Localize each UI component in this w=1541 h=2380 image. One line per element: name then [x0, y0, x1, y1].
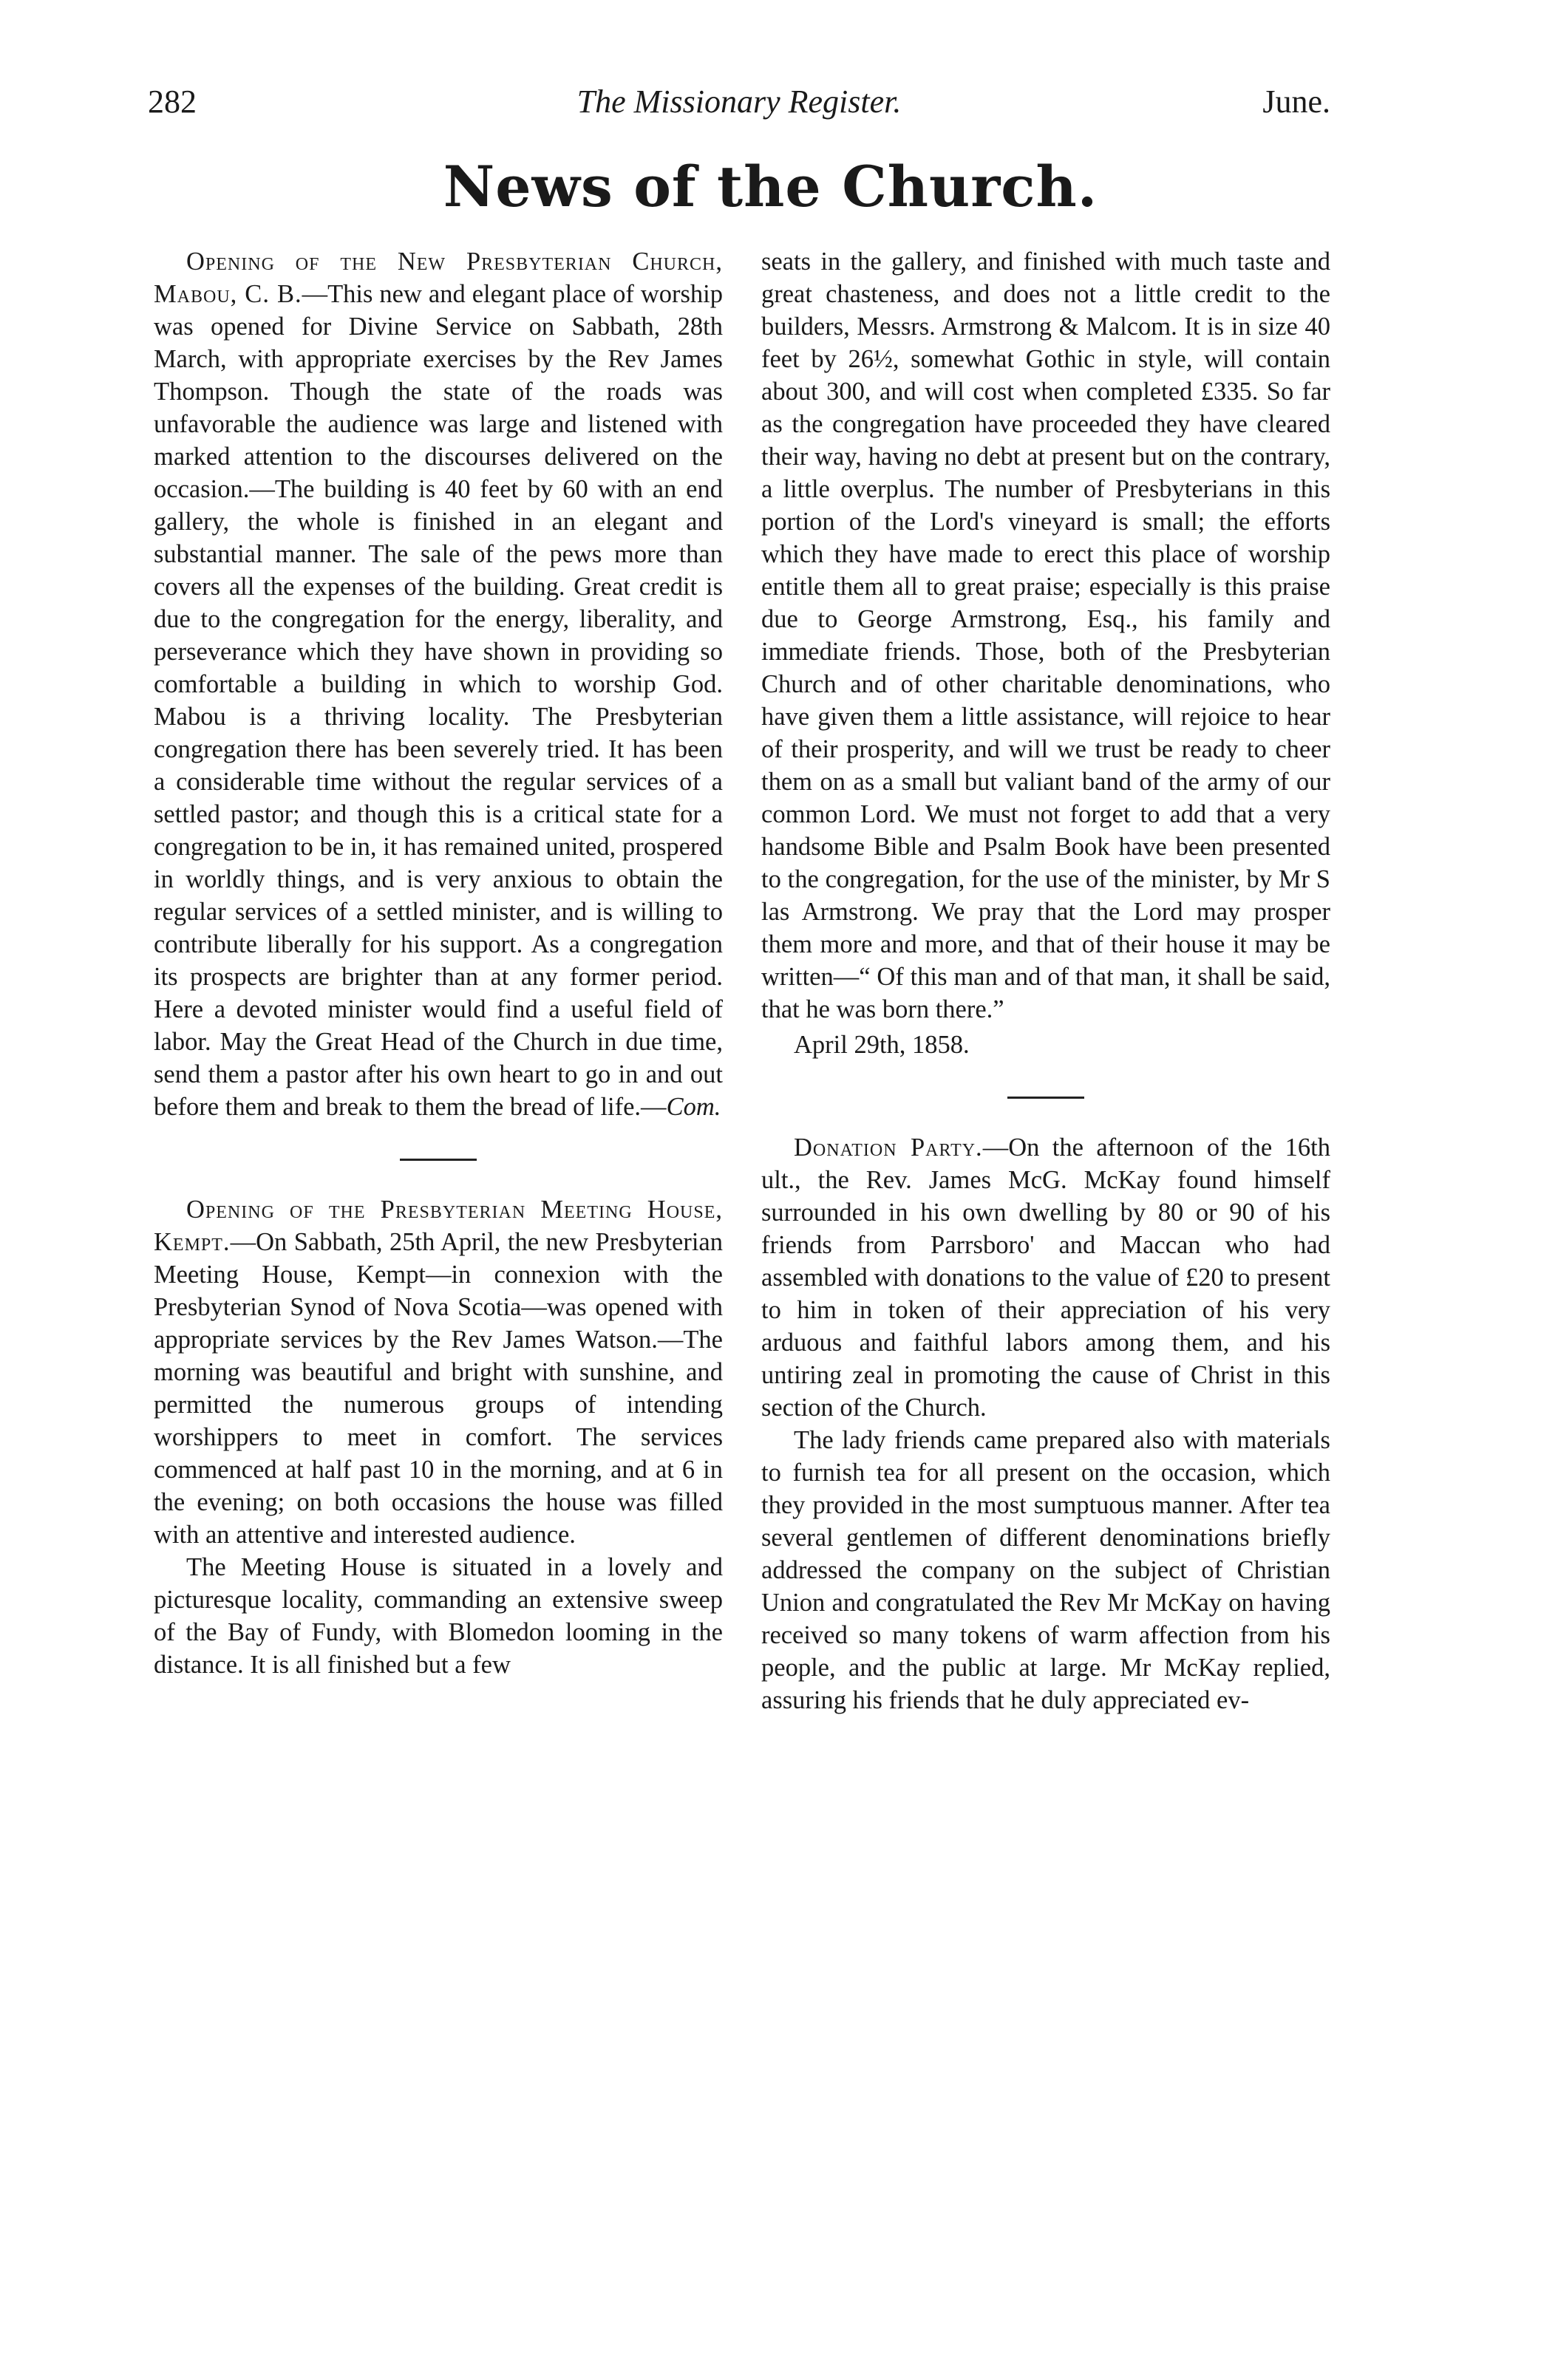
page-number: 282	[148, 83, 197, 120]
article-mabou	[154, 245, 723, 1123]
right-column	[761, 245, 1330, 1716]
article-kempt-paragraph: The Meeting House is situated in a lovely and picturesque locality, commanding an extensive sweep of the Bay of Fundy, with Blomedon looming in the distance. It is all finished but a few	[154, 1553, 723, 1679]
journal-title: The Missionary Register.	[576, 83, 902, 120]
article-heading: Donation Party.	[794, 1133, 983, 1162]
article-divider	[1007, 1097, 1084, 1099]
running-head	[148, 83, 1330, 127]
article-kempt	[154, 1193, 723, 1551]
article-kempt-continued: seats in the gallery, and finished with much taste and great chasteness, and does not a little credit to the builders, Messrs. Armstrong & Malcom. It is in size 40 feet by 26½, somewhat Gothic in style, will contain about 300, and will cost when completed £335. So far as the congregation have proceeded they have cleared their way, having no debt at present but on the contrary, a little overplus. The number of Presbyterians in this portion of the Lord's vineyard is small; the efforts which they have made to erect this place of worship entitle them all to great praise; especially is this praise due to George Armstrong, Esq., his family and immediate friends. Those, both of the Presbyterian Church and of other charitable denominations, who have given them a little assistance, will rejoice to hear of their prosperity, and will we trust be ready to cheer them on as a small but valiant band of the army of our common Lord. We must not forget to add that a very handsome Bible and Psalm Book have been presented to the congregation, for the use of the minister, by Mr S las Armstrong. We pray that the Lord may prosper them more and more, and that of their house it may be written—“ Of this man and of that man, it shall be said, that he was born there.”	[761, 248, 1330, 1023]
article-date: April 29th, 1858.	[794, 1031, 970, 1059]
left-column	[154, 245, 723, 1681]
article-body: —On Sabbath, 25th April, the new Presbyterian Meeting House, Kempt—in connexion with the Presbyterian Synod of Nova Scotia—was opened with appropriate services by the Rev James Watson.—The morning was beautiful and bright with sunshine, and permitted the numerous groups of intending worshippers to meet in comfort. The services commenced at half past 10 in the morning, and at 6 in the evening; on both occasions the house was filled with an attentive and interested audience.	[154, 1228, 723, 1549]
article-heading: Opening of the New Presbyterian Church, Mabou, C. B.	[154, 248, 723, 308]
article-divider	[400, 1159, 477, 1161]
article-signature: Com.	[666, 1093, 721, 1121]
article-heading: Opening of the Presbyterian Meeting House, Kempt.	[154, 1196, 723, 1256]
article-donation-paragraph: The lady friends came prepared also with materials to furnish tea for all present on the occasion, which they provided in the most sumptuous manner. After tea several gentlemen of different denominations briefly addressed the company on the subject of Christian Union and congratulated the Rev Mr McKay on having received so many tokens of warm affection from his people, and the public at large. Mr McKay replied, assuring his friends that he duly appreciated ev-	[761, 1426, 1330, 1714]
article-body: —This new and elegant place of worship was opened for Divine Service on Sabbath, 28th March, with appropriate exercises by the Rev James Thompson. Though the state of the roads was unfavorable the audience was large and listened with marked attention to the discourses delivered on the occasion.—The building is 40 feet by 60 with an end gallery, the whole is finished in an elegant and substantial manner. The sale of the pews more than covers all the expenses of the building. Great credit is due to the congregation for the energy, liberality, and perseverance which they have shown in providing so comfortable a building in which to worship God. Mabou is a thriving locality. The Presbyterian congregation there has been severely tried. It has been a considerable time without the regular services of a settled pastor; and though this is a critical state for a congregation to be in, it has remained united, prospered in worldly things, and is very anxious to obtain the regular services of a settled minister, and is willing to contribute liberally for his support. As a congregation its prospects are brighter than at any former period. Here a devoted minister would find a useful field of labor. May the Great Head of the Church in due time, send them a pastor after his own heart to go in and out before them and break to them the bread of life.—	[154, 280, 723, 1121]
issue-month: June.	[1262, 83, 1330, 120]
article-body: —On the afternoon of the 16th ult., the Rev. James McG. McKay found himself surrounded in his own dwelling by 80 or 90 of his friends from Parrsboro' and Maccan who had assembled with donations to the value of £20 to present to him in token of their appreciation of his very arduous and faithful labors among them, and his untiring zeal in promoting the cause of Christ in this section of the Church.	[761, 1133, 1330, 1422]
article-donation	[761, 1131, 1330, 1424]
section-title: News of the Church.	[443, 154, 1098, 219]
